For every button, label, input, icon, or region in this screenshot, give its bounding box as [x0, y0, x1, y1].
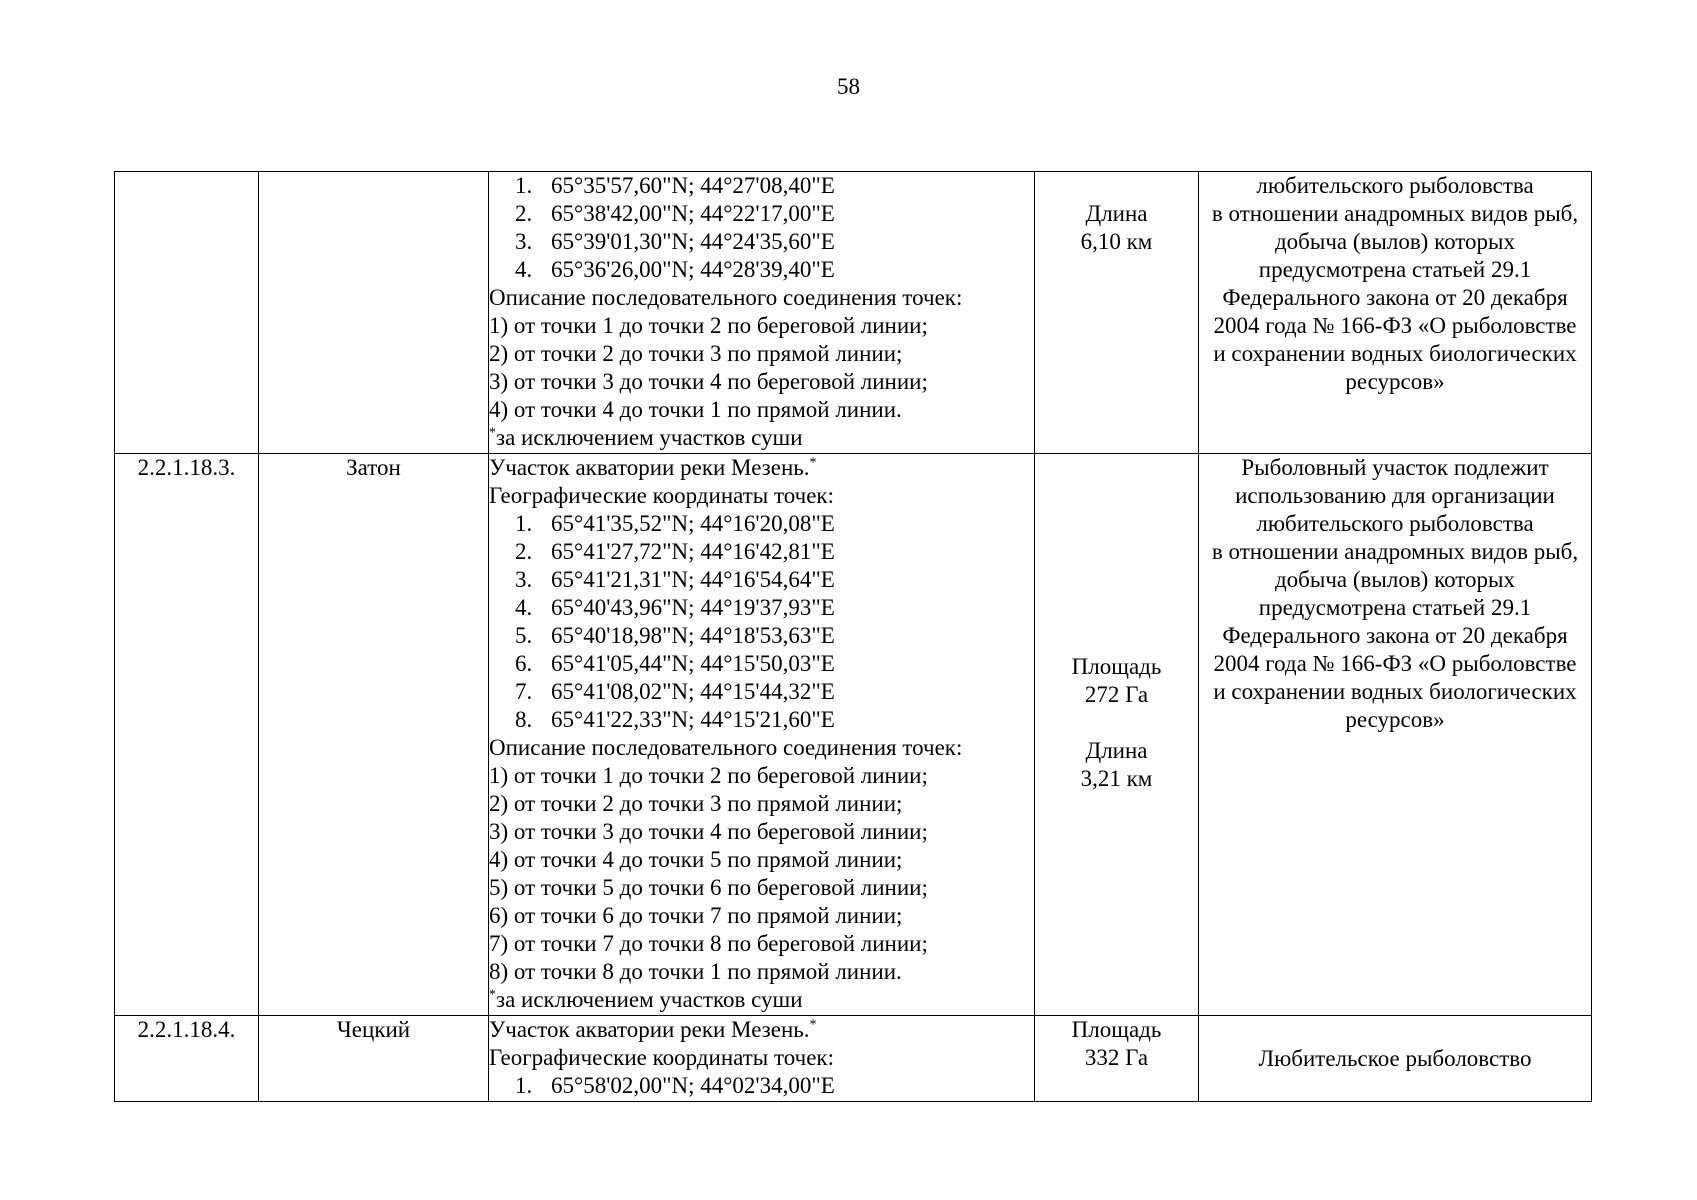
area-size-cell: [1035, 172, 1199, 454]
size-label: Площадь: [1071, 1017, 1162, 1042]
note-line: использованию для организации: [1235, 483, 1555, 508]
note-line: добыча (вылов) которых: [1274, 567, 1515, 592]
table-row: [115, 1016, 1592, 1102]
note-line: предусмотрена статьей 29.1: [1258, 595, 1532, 620]
size-value: 3,21 км: [1080, 765, 1153, 791]
table-row: [115, 172, 1592, 454]
size-label: Длина: [1085, 201, 1148, 226]
size-value: 272 Га: [1084, 681, 1149, 707]
note-line: в отношении анадромных видов рыб,: [1211, 539, 1579, 564]
coordinate-item: 1. 65°41'35,52"N; 44°16'20,08"E: [515, 511, 835, 536]
area-header-line: Участок акватории реки Мезень.*: [489, 1017, 817, 1042]
coordinate-item: 1. 65°35'57,60"N; 44°27'08,40"E: [515, 173, 835, 198]
size-label: Длина: [1085, 737, 1148, 763]
coordinate-item: 3. 65°41'21,31"N; 44°16'54,64"E: [515, 567, 835, 592]
connection-line: 6) от точки 6 до точки 7 по прямой линии;: [489, 903, 903, 928]
table-row: [115, 454, 1592, 1016]
coordinate-item: 3. 65°39'01,30"N; 44°24'35,60"E: [515, 229, 835, 254]
note-line: Рыболовный участок подлежит: [1241, 455, 1549, 480]
connection-line: 3) от точки 3 до точки 4 по береговой линии;: [489, 369, 928, 394]
page-number: 58: [837, 74, 860, 99]
connection-line: 8) от точки 8 до точки 1 по прямой линии.: [489, 959, 902, 984]
area-number-cell: 2.2.1.18.3.: [115, 454, 259, 1016]
note-line: в отношении анадромных видов рыб,: [1211, 201, 1579, 226]
area-name-cell: Затон: [259, 454, 489, 1016]
note-line: предусмотрена статьей 29.1: [1258, 257, 1532, 282]
area-note-cell: [1199, 172, 1592, 454]
note-line: ресурсов»: [1345, 707, 1445, 732]
size-label: Площадь: [1071, 653, 1162, 679]
footnote: *за исключением участков суши: [489, 987, 803, 1012]
area-description-cell: [489, 454, 1035, 1016]
note-line: Федерального закона от 20 декабря: [1222, 285, 1568, 310]
note-line: 2004 года № 166-ФЗ «О рыболовстве: [1213, 651, 1577, 676]
connection-line: 7) от точки 7 до точки 8 по береговой линии;: [489, 931, 928, 956]
area-name-cell: Чецкий: [259, 1016, 489, 1102]
area-number-cell: 2.2.1.18.4.: [115, 1016, 259, 1102]
area-name-cell: [259, 172, 489, 454]
connection-line: 3) от точки 3 до точки 4 по береговой линии;: [489, 819, 928, 844]
coordinate-item: 2. 65°41'27,72"N; 44°16'42,81"E: [515, 539, 835, 564]
note-line: и сохранении водных биологических: [1213, 341, 1577, 366]
connection-line: 2) от точки 2 до точки 3 по прямой линии;: [489, 791, 903, 816]
note-line: Федерального закона от 20 декабря: [1222, 623, 1568, 648]
area-header-line: Участок акватории реки Мезень.*: [489, 455, 817, 480]
note-line: ресурсов»: [1345, 369, 1445, 394]
connection-line: 1) от точки 1 до точки 2 по береговой линии;: [489, 763, 928, 788]
fishing-areas-table: [114, 171, 1592, 1102]
note-line: добыча (вылов) которых: [1274, 229, 1515, 254]
connection-title: Описание последовательного соединения точек:: [489, 735, 963, 760]
area-note-cell: [1199, 454, 1592, 1016]
note-line: и сохранении водных биологических: [1213, 679, 1577, 704]
coordinate-item: 5. 65°40'18,98"N; 44°18'53,63"E: [515, 623, 835, 648]
connection-line: 4) от точки 4 до точки 5 по прямой линии;: [489, 847, 903, 872]
area-number-cell: [115, 172, 259, 454]
note-line: Любительское рыболовство: [1258, 1045, 1532, 1071]
area-size-cell: [1035, 454, 1199, 1016]
area-header-line: Географические координаты точек:: [489, 483, 834, 508]
size-value: 6,10 км: [1080, 229, 1153, 254]
area-size-cell: [1035, 1016, 1199, 1102]
connection-line: 1) от точки 1 до точки 2 по береговой линии;: [489, 313, 928, 338]
note-line: любительского рыболовства: [1256, 511, 1534, 536]
note-line: 2004 года № 166-ФЗ «О рыболовстве: [1213, 313, 1577, 338]
connection-line: 2) от точки 2 до точки 3 по прямой линии;: [489, 341, 903, 366]
coordinate-item: 7. 65°41'08,02"N; 44°15'44,32"E: [515, 679, 835, 704]
connection-line: 5) от точки 5 до точки 6 по береговой линии;: [489, 875, 928, 900]
coordinate-item: 6. 65°41'05,44"N; 44°15'50,03"E: [515, 651, 835, 676]
coordinate-item: 1. 65°58'02,00"N; 44°02'34,00"E: [515, 1073, 835, 1098]
area-note-cell: [1199, 1016, 1592, 1102]
size-value: 332 Га: [1084, 1045, 1149, 1070]
coordinate-item: 4. 65°40'43,96"N; 44°19'37,93"E: [515, 595, 835, 620]
area-header-line: Географические координаты точек:: [489, 1045, 834, 1070]
footnote: *за исключением участков суши: [489, 425, 803, 450]
coordinate-item: 8. 65°41'22,33"N; 44°15'21,60"E: [515, 707, 835, 732]
note-line: любительского рыболовства: [1256, 173, 1534, 198]
coordinate-item: 4. 65°36'26,00"N; 44°28'39,40"E: [515, 257, 835, 282]
area-description-cell: [489, 172, 1035, 454]
connection-line: 4) от точки 4 до точки 1 по прямой линии.: [489, 397, 902, 422]
area-description-cell: [489, 1016, 1035, 1102]
connection-title: Описание последовательного соединения точек:: [489, 285, 963, 310]
coordinate-item: 2. 65°38'42,00"N; 44°22'17,00"E: [515, 201, 835, 226]
